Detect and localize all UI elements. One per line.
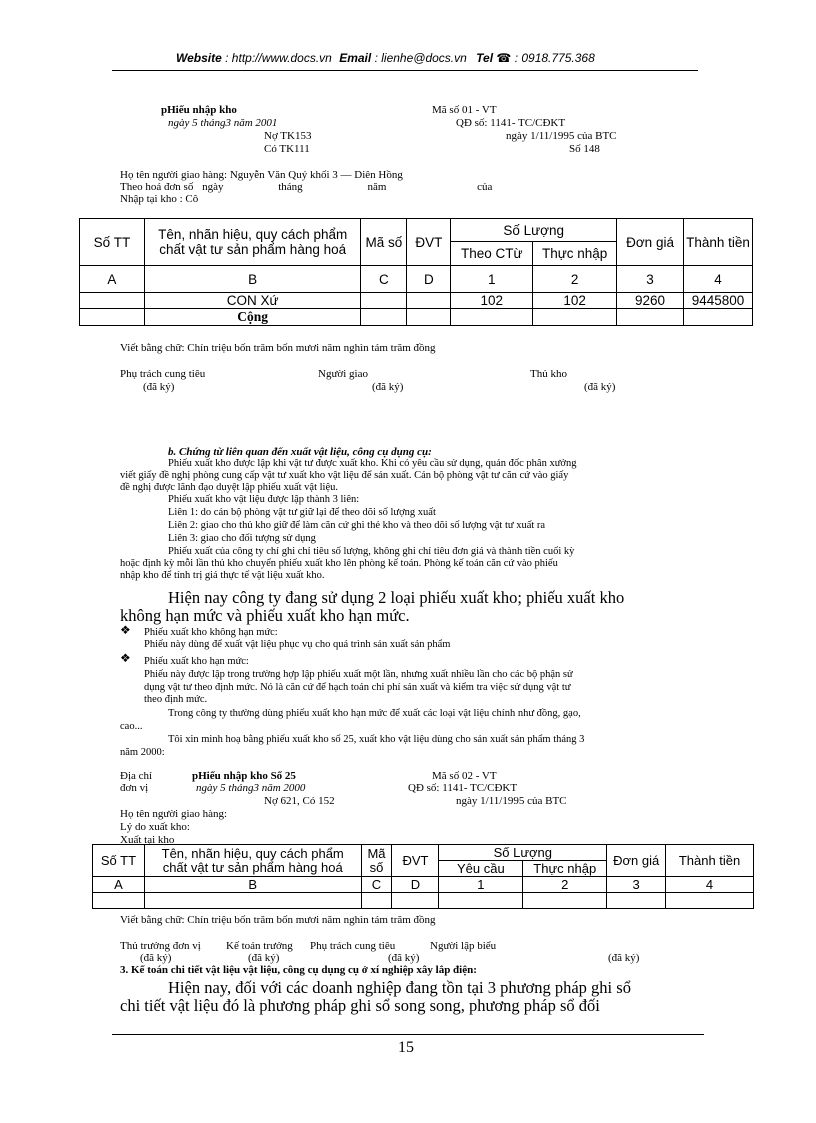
website-link[interactable]: : http://www.docs.vn [225, 51, 332, 65]
col-header-qty-req: Yêu cầu [439, 861, 523, 877]
form2-sig-preparer: Người lập biểu [430, 940, 497, 952]
form2-deliverer: Họ tên người giao hàng: [120, 808, 228, 820]
section-3-big-l1: Hiện nay, đối với các doanh nghiệp đang tồn tại 3 phương pháp ghi sổ [168, 978, 631, 997]
section-b-lien1: Liên 1: do cán bộ phòng vật tư giữ lại để theo dõi số lượng xuất [168, 507, 436, 518]
section-b-p4-l1: Trong công ty thường dùng phiếu xuất kho hạn mức để xuất các loại vật liệu chính như đồng, gạo, [168, 708, 581, 719]
form1-in-words: Viết bằng chữ: Chín triệu bốn trăm bốn mươi năm nghìn tám trăm đồng [120, 342, 436, 354]
col-header-unit: ĐVT [392, 845, 439, 877]
tel-value: : 0918.775.368 [514, 51, 595, 65]
form1-decision: QĐ số: 1141- TC/CĐKT [456, 117, 566, 129]
form1-number: Số 148 [569, 143, 600, 155]
tel-label: Tel [476, 51, 494, 65]
table-index-row: A B C D 1 2 3 4 [93, 877, 754, 893]
form1-deliverer: Họ tên người giao hàng: Nguyễn Văn Quý khối 3 — Diên Hồng [120, 169, 403, 181]
section-b-p3-l3: nhập kho để tính trị giá thực tế vật liệu xuất kho. [120, 570, 325, 581]
col-header-qty-real: Thực nhập [533, 242, 617, 266]
form1-sig-deliverer: Người giao [318, 368, 368, 380]
section-b-p4-l2: cao... [120, 721, 143, 732]
form1-sig-supply: Phụ trách cung tiêu [120, 368, 206, 380]
form1-title: pHiếu nhập kho [161, 104, 237, 116]
form1-decision-date: ngày 1/11/1995 của BTC [506, 130, 617, 142]
website-label: Website [176, 51, 222, 65]
form1-code: Mã số 01 - VT [432, 104, 497, 116]
col-header-total: Thành tiền [683, 219, 752, 266]
footer-divider [112, 1034, 704, 1035]
table-row [93, 893, 754, 909]
section-b-p3-l1: Phiếu xuất của công ty chỉ ghi chỉ tiêu số lượng, không ghi chỉ tiêu đơn giá và thành tiền cuối kỳ [168, 546, 575, 557]
bullet1-title: Phiếu xuất kho không hạn mức: [144, 627, 278, 638]
col-header-code: Mã số [361, 219, 407, 266]
form2-signed-4: (đã ký) [608, 952, 640, 964]
form1-debit: Nợ TK153 [264, 130, 312, 142]
page-number: 15 [398, 1039, 414, 1056]
form2-unit: đơn vị [120, 782, 149, 794]
section-b-lien2: Liên 2: giao cho thủ kho giữ để làm căn cứ ghi thẻ kho và theo dõi số lượng vật tư xuất ra [168, 520, 546, 531]
form2-signed-3: (đã ký) [388, 952, 420, 964]
col-header-qty-real: Thực nhập [523, 861, 607, 877]
section-b-p1-l3: đề nghị được lãnh đạo duyệt lập phiếu xuất vật liệu. [120, 482, 338, 493]
section-b-lien3: Liên 3: giao cho đối tượng sử dụng [168, 533, 316, 544]
table-index-row: A B C D 1 2 3 4 [80, 266, 753, 293]
form2-address: Địa chỉ [120, 770, 153, 782]
form2-reason: Lý do xuất kho: [120, 821, 190, 833]
header-divider [112, 70, 698, 71]
bullet2-l2: dụng vật tư theo định mức. Nó là căn cứ để hạch toán chi phí sản xuất và kiểm tra việc sử dụng vật tư [144, 682, 571, 693]
form2-decision: QĐ số: 1141- TC/CĐKT [408, 782, 518, 794]
col-header-price: Đơn giá [607, 845, 666, 877]
table-row-total: Cộng [80, 309, 753, 326]
phone-icon: ☎ [496, 51, 512, 65]
col-header-name: Tên, nhãn hiệu, quy cách phẩm chất vật tư sản phẩm hàng hoá [144, 219, 361, 266]
form1-signed-2: (đã ký) [372, 381, 404, 393]
col-header-stt: Số TT [93, 845, 145, 877]
col-header-qty: Số Lượng [439, 845, 607, 861]
form1-credit: Có TK111 [264, 143, 310, 155]
form2-code: Mã số 02 - VT [432, 770, 497, 782]
section-b-big-l2: không hạn mức và phiếu xuất kho hạn mức. [120, 606, 410, 625]
col-header-total: Thành tiền [666, 845, 754, 877]
form1-table [79, 218, 753, 326]
section-b-p1-l2: viết giấy đề nghị phòng cung cấp vật tư xuất kho vật liệu để sản xuất. Cán bộ phòng vật tư căn cứ vào giấy [120, 470, 569, 481]
form2-sig-chief-accountant: Kế toán trưởng [226, 940, 293, 952]
bullet2-l1: Phiếu này được lập trong trường hợp lập phiếu xuất một lần, nhưng xuất nhiều lần cho các bộ phận sử [144, 669, 573, 680]
form2-warehouse: Xuất tại kho [120, 834, 175, 846]
form1-signed-1: (đã ký) [143, 381, 175, 393]
section-b-big-l1: Hiện nay công ty đang sử dụng 2 loại phiếu xuất kho; phiếu xuất kho [168, 588, 625, 607]
page-header [176, 51, 595, 65]
form2-decision-date: ngày 1/11/1995 của BTC [456, 795, 567, 807]
section-3-big-l2: chi tiết vật liệu đó là phương pháp ghi sổ song song, phương pháp sổ đối [120, 996, 600, 1015]
section-b-p3-l2: hoặc định kỳ mỗi lần thủ kho chuyển phiếu xuất kho lên phòng kế toán. Phòng kế toán căn cứ vào phiếu [120, 558, 558, 569]
form1-signed-3: (đã ký) [584, 381, 616, 393]
col-header-price: Đơn giá [617, 219, 684, 266]
form1-invoice: Theo hoá đơn số ngày tháng năm của [120, 181, 493, 193]
form2-sig-director: Thủ trưởng đơn vị [120, 940, 201, 952]
form2-signed-2: (đã ký) [248, 952, 280, 964]
col-header-stt: Số TT [80, 219, 145, 266]
col-header-name: Tên, nhãn hiệu, quy cách phẩm chất vật tư sản phẩm hàng hoá [144, 845, 361, 877]
col-header-unit: ĐVT [407, 219, 451, 266]
bullet1-text: Phiếu này dùng để xuất vật liệu phục vụ cho quá trình sản xuất sản phẩm [144, 639, 451, 650]
form1-date: ngày 5 tháng3 năm 2001 [168, 117, 278, 129]
section-3-title: 3. Kế toán chi tiết vật liệu vật liệu, công cụ dụng cụ ở xí nghiệp xây lắp điện: [120, 964, 477, 976]
col-header-qty: Số Lượng [451, 219, 617, 242]
section-b-p1-l1: Phiếu xuất kho được lập khi vật tư được xuất kho. Khi có yêu cầu sử dụng, quản đốc phân xưởng [168, 458, 577, 469]
section-b-p5-l1: Tôi xin minh hoạ bằng phiếu xuất kho số 25, xuất kho vật liệu dùng cho sản xuất sản phẩm tháng 3 [168, 734, 585, 745]
diamond-bullet-icon: ❖ [120, 651, 131, 665]
diamond-bullet-icon: ❖ [120, 623, 131, 637]
section-b-title: b. Chứng từ liên quan đến xuất vật liệu, công cụ dụng cụ: [168, 446, 432, 458]
form2-date: ngày 5 tháng3 năm 2000 [196, 782, 306, 794]
form2-accounts: Nợ 621, Có 152 [264, 795, 335, 807]
bullet2-title: Phiếu xuất kho hạn mức: [144, 656, 249, 667]
form2-in-words: Viết bằng chữ: Chín triệu bốn trăm bốn mươi năm nghìn tám trăm đồng [120, 914, 436, 926]
form2-title: pHiếu nhập kho Số 25 [192, 770, 296, 782]
form2-signed-1: (đã ký) [140, 952, 172, 964]
section-b-p5-l2: năm 2000: [120, 747, 165, 758]
form1-sig-keeper: Thủ kho [530, 368, 567, 380]
email-link[interactable]: : lienhe@docs.vn [374, 51, 467, 65]
form2-table [92, 844, 754, 909]
col-header-code: Mã số [361, 845, 392, 877]
email-label: Email [339, 51, 372, 65]
bullet2-l3: theo định mức. [144, 694, 208, 705]
table-row: CON Xứ 102 102 9260 9445800 [80, 293, 753, 309]
form1-warehouse: Nhập tại kho : Cô [120, 193, 199, 205]
col-header-qty-doc: Theo CTừ [451, 242, 533, 266]
form2-sig-supply: Phụ trách cung tiêu [310, 940, 396, 952]
section-b-p2: Phiếu xuất kho vật liệu được lập thành 3 liên: [168, 494, 360, 505]
